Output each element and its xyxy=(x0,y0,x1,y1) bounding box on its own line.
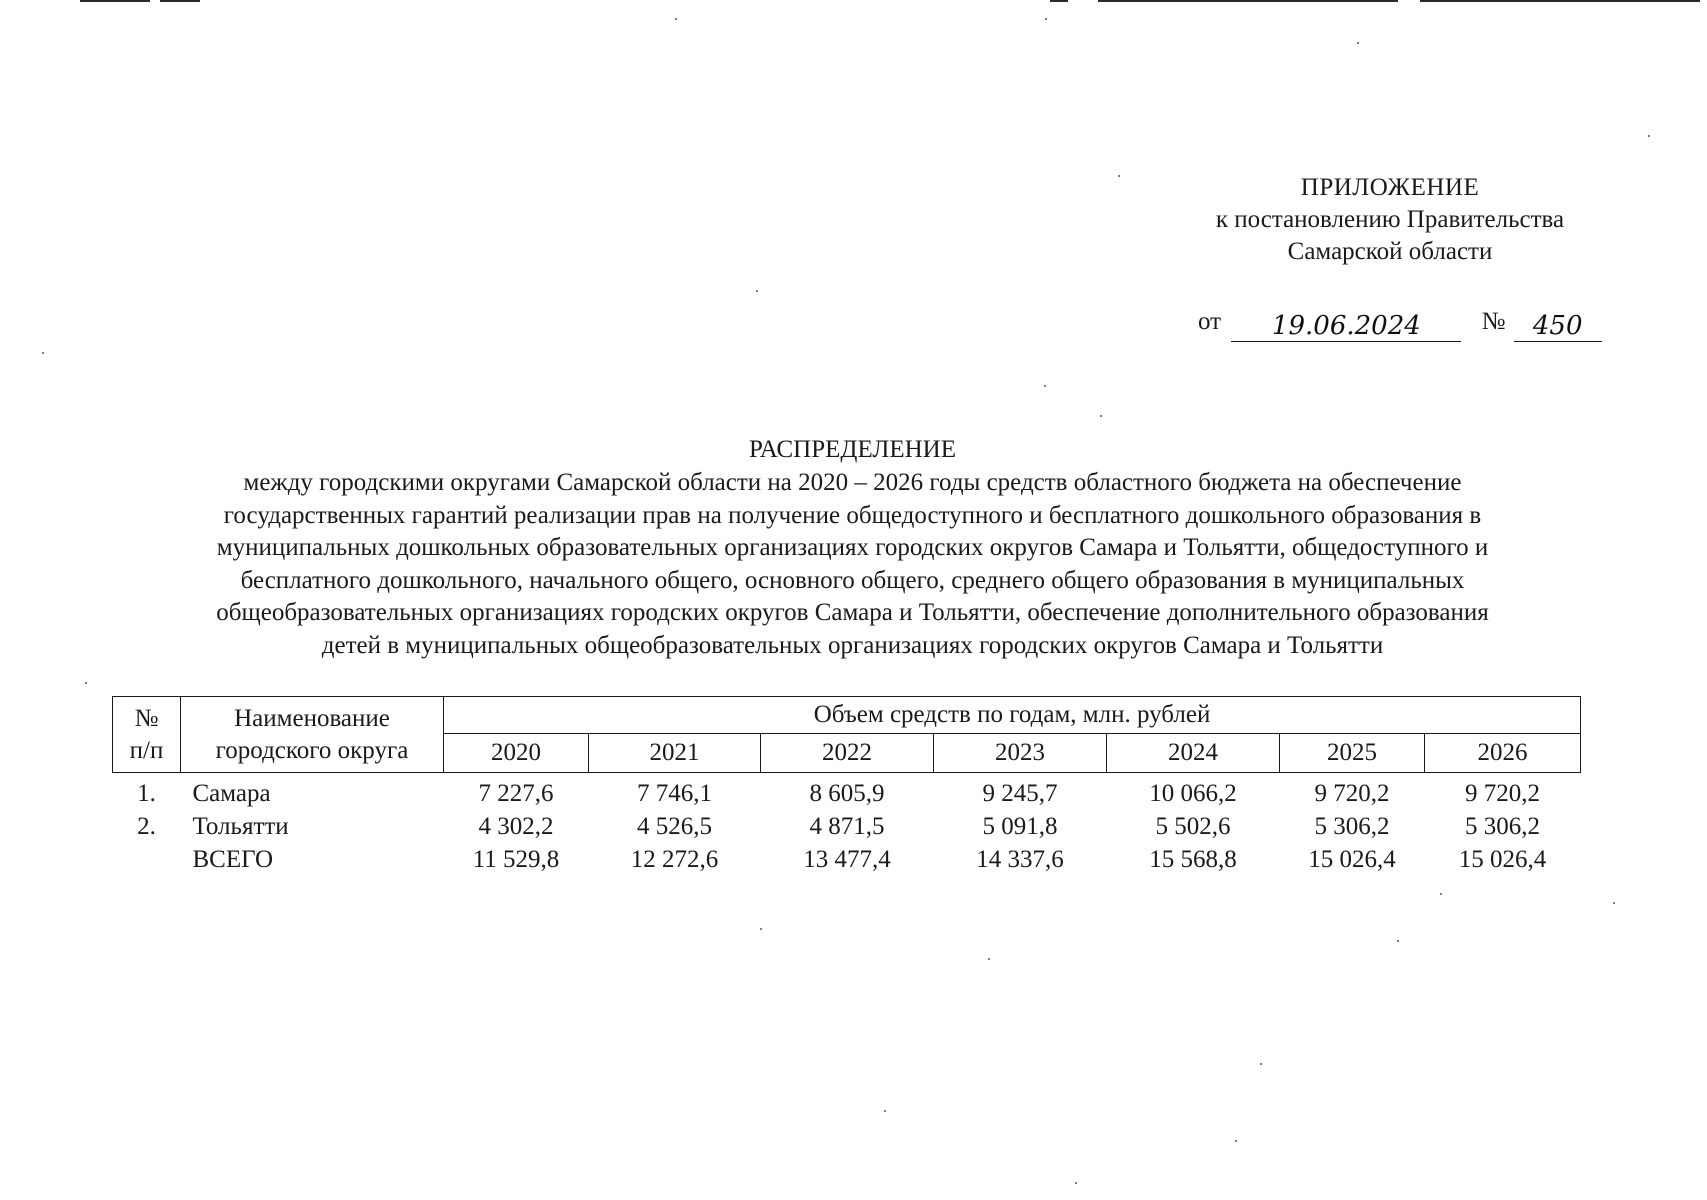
distribution-table xyxy=(112,696,1581,876)
scan-speck xyxy=(1118,175,1120,177)
appendix-reference-line: к постановлению Правительства xyxy=(1215,206,1565,233)
scan-artifact-line xyxy=(80,0,150,2)
distribution-table-wrap xyxy=(112,696,1580,876)
header-year: 2024 xyxy=(1107,734,1280,773)
header-num xyxy=(113,697,181,773)
row-value: 4 871,5 xyxy=(809,813,885,840)
scan-speck xyxy=(1235,1140,1237,1142)
document-subtitle-line: государственных гарантий реализации прав на получение общедоступного и бесплатного дошкольного образования в xyxy=(223,501,1482,529)
scan-artifact-line xyxy=(1050,0,1068,2)
scan-artifact-line xyxy=(1420,0,1700,2)
row-district-name: Самара xyxy=(192,780,271,807)
header-num-line2: п/п xyxy=(129,736,164,764)
document-subtitle-line: детей в муниципальных общеобразовательных организациях городских округов Самара и Тольятти xyxy=(321,631,1384,659)
row-number xyxy=(113,843,181,876)
row-value: 13 477,4 xyxy=(803,846,891,873)
document-subtitle-line: бесплатного дошкольного, начального общего, основного общего, среднего общего образования в муниципальных xyxy=(240,566,1465,594)
decree-number-sign: № xyxy=(1481,308,1506,335)
table-row xyxy=(113,810,1581,843)
row-value: 10 066,2 xyxy=(1149,780,1237,807)
row-value: 4 302,2 xyxy=(478,813,554,840)
scan-artifact-line xyxy=(160,0,200,2)
scan-speck xyxy=(884,1110,886,1112)
header-volume-group: Объем средств по годам, млн. рублей xyxy=(444,697,1581,734)
scan-speck xyxy=(85,682,87,684)
appendix-region-line: Самарской области xyxy=(1287,238,1493,265)
scan-speck xyxy=(756,290,758,292)
row-value: 8 605,9 xyxy=(809,780,885,807)
table-row-total xyxy=(113,843,1581,876)
row-value: 7 746,1 xyxy=(637,780,712,807)
row-value: 15 026,4 xyxy=(1458,846,1547,873)
row-value: 9 245,7 xyxy=(982,780,1058,807)
row-value: 7 227,6 xyxy=(478,780,554,807)
row-value: 9 720,2 xyxy=(1465,780,1541,807)
row-value: 11 529,8 xyxy=(472,846,560,873)
appendix-block xyxy=(1180,172,1600,268)
header-year: 2025 xyxy=(1280,734,1425,773)
header-year: 2022 xyxy=(761,734,934,773)
row-value: 15 026,4 xyxy=(1308,846,1396,873)
row-number: 1. xyxy=(137,780,156,807)
document-subtitle-line: между городскими округами Самарской области на 2020 – 2026 годы средств областного бюджета на обеспечение xyxy=(243,469,1462,496)
header-year: 2021 xyxy=(589,734,761,773)
scan-artifact-line xyxy=(1098,0,1398,2)
document-subtitle-line: муниципальных дошкольных образовательных организациях городских округов Самара и Тольятти, общедоступного и xyxy=(216,534,1489,561)
header-name xyxy=(181,697,444,773)
decree-date-number xyxy=(1198,302,1598,342)
row-district-name: Тольятти xyxy=(192,813,289,840)
row-value: 5 306,2 xyxy=(1465,813,1541,840)
row-value: 5 306,2 xyxy=(1314,813,1390,840)
scan-speck xyxy=(1613,902,1615,904)
table-row xyxy=(113,773,1581,811)
scan-speck xyxy=(988,958,990,960)
scan-speck xyxy=(1075,1182,1077,1184)
scan-speck xyxy=(1648,135,1650,137)
row-value: 5 502,6 xyxy=(1155,813,1231,840)
scan-speck xyxy=(1397,940,1399,942)
header-num-line1: № xyxy=(134,704,159,732)
scan-speck xyxy=(1044,385,1046,387)
row-total-label: ВСЕГО xyxy=(192,846,274,873)
scan-speck xyxy=(1260,1063,1262,1065)
decree-date-prefix: от xyxy=(1198,308,1222,335)
scan-speck xyxy=(1045,18,1047,20)
scan-speck xyxy=(1440,893,1442,895)
header-year: 2020 xyxy=(444,734,589,773)
row-number: 2. xyxy=(137,813,156,840)
document-heading xyxy=(110,433,1595,662)
row-value: 12 272,6 xyxy=(630,846,719,873)
scan-speck xyxy=(1100,415,1102,417)
document-subtitle-line: общеобразовательных организациях городских округов Самара и Тольятти, обеспечение дополнительного образования xyxy=(216,599,1489,626)
document-title: РАСПРЕДЕЛЕНИЕ xyxy=(748,436,957,463)
row-value: 15 568,8 xyxy=(1149,846,1237,873)
header-year: 2023 xyxy=(934,734,1107,773)
row-value: 14 337,6 xyxy=(976,846,1064,873)
scan-speck xyxy=(760,928,762,930)
appendix-title: ПРИЛОЖЕНИЕ xyxy=(1300,174,1480,201)
header-name-line1: Наименование xyxy=(234,704,390,732)
row-value: 4 526,5 xyxy=(637,813,712,840)
decree-date-handwritten: 19.06.2024 xyxy=(1231,311,1461,342)
scan-speck xyxy=(675,18,677,20)
row-value: 5 091,8 xyxy=(982,813,1058,840)
row-value: 9 720,2 xyxy=(1314,780,1390,807)
scan-speck xyxy=(42,352,44,354)
decree-number-handwritten: 450 xyxy=(1514,311,1602,342)
header-name-line2: городского округа xyxy=(215,736,409,764)
header-year: 2026 xyxy=(1425,734,1581,773)
scan-speck xyxy=(1357,42,1359,44)
